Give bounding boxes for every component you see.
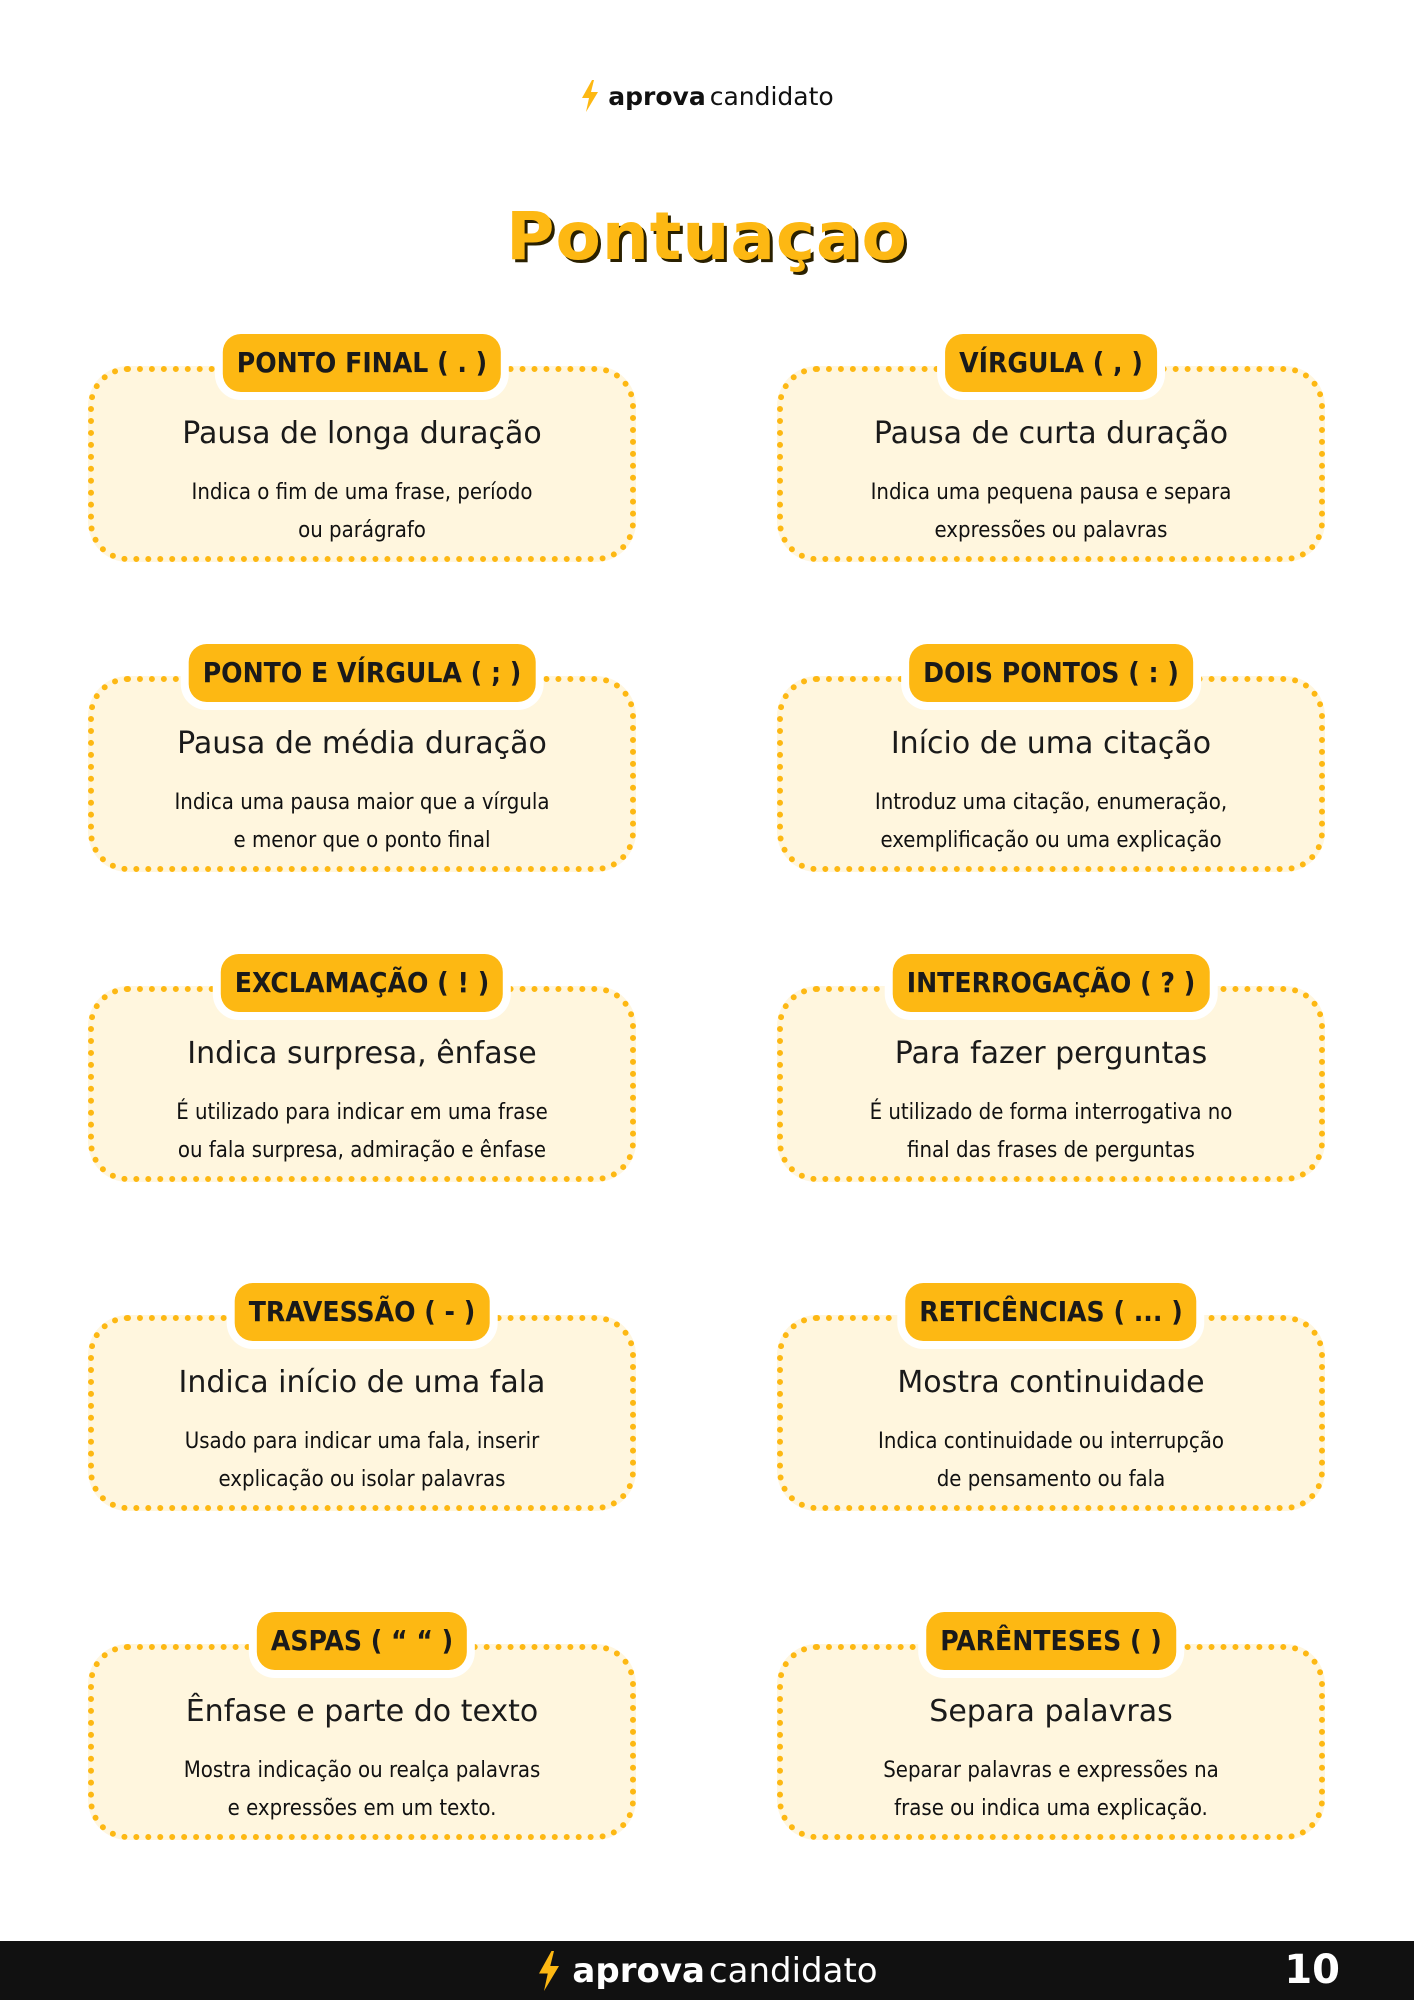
card-description: [807, 1094, 1295, 1170]
card-tag: TRAVESSÃO ( - ): [235, 1283, 490, 1341]
page-number: 10: [1284, 1947, 1340, 1993]
card-heading: Indica início de uma fala: [178, 1365, 546, 1400]
card-heading: Para fazer perguntas: [894, 1036, 1208, 1071]
card-description-line: ou parágrafo: [298, 518, 426, 543]
card-travessao: [88, 1283, 636, 1511]
card-description-line: expressões ou palavras: [934, 518, 1168, 543]
card-virgula: [777, 334, 1325, 562]
card-description: [807, 1752, 1295, 1828]
card-description: [118, 1094, 606, 1170]
card-tag: PARÊNTESES ( ): [926, 1612, 1176, 1670]
card-heading: Separa palavras: [929, 1694, 1173, 1729]
card-description-line: e expressões em um texto.: [227, 1796, 497, 1821]
card-description-line: É utilizado para indicar em uma frase: [176, 1100, 548, 1125]
lightning-bolt-icon: [580, 80, 600, 112]
card-description: [807, 1423, 1295, 1499]
card-description-line: final das frases de perguntas: [907, 1138, 1195, 1163]
card-description-line: Indica o fim de uma frase, período: [191, 480, 533, 505]
card-dois-pontos: [777, 644, 1325, 872]
card-heading: Pausa de longa duração: [182, 416, 542, 451]
header-logo: [0, 78, 1414, 114]
card-description: [118, 1423, 606, 1499]
card-heading: Mostra continuidade: [897, 1365, 1205, 1400]
card-description-line: e menor que o ponto final: [233, 828, 491, 853]
card-description-line: Separar palavras e expressões na: [883, 1758, 1219, 1783]
card-description-line: Introduz uma citação, enumeração,: [874, 790, 1228, 815]
card-heading: Pausa de média duração: [177, 726, 547, 761]
card-description-line: Mostra indicação ou realça palavras: [183, 1758, 541, 1783]
card-ponto-final: [88, 334, 636, 562]
card-description-line: frase ou indica uma explicação.: [894, 1796, 1208, 1821]
card-tag: VÍRGULA ( , ): [945, 334, 1157, 392]
brand-name-light: candidato: [709, 81, 834, 111]
card-description: [118, 784, 606, 860]
card-aspas: [88, 1612, 636, 1840]
card-heading: Ênfase e parte do texto: [185, 1694, 539, 1729]
card-description: [807, 784, 1295, 860]
card-tag: RETICÊNCIAS ( ... ): [905, 1283, 1196, 1341]
card-description-line: Usado para indicar uma fala, inserir: [184, 1429, 540, 1454]
card-tag: INTERROGAÇÃO ( ? ): [893, 954, 1210, 1012]
card-description: [807, 474, 1295, 550]
card-tag: PONTO FINAL ( . ): [223, 334, 501, 392]
brand-name-bold: aprova: [608, 81, 706, 111]
card-description-line: Indica uma pausa maior que a vírgula: [174, 790, 550, 815]
card-exclamacao: [88, 954, 636, 1182]
lightning-bolt-icon: [536, 1951, 562, 1991]
card-description-line: de pensamento ou fala: [936, 1467, 1166, 1492]
card-tag: DOIS PONTOS ( : ): [909, 644, 1193, 702]
card-description-line: explicação ou isolar palavras: [218, 1467, 506, 1492]
card-description-line: Indica continuidade ou interrupção: [878, 1429, 1224, 1454]
card-description-line: Indica uma pequena pausa e separa: [870, 480, 1232, 505]
card-description: [118, 474, 606, 550]
card-description: [118, 1752, 606, 1828]
card-description-line: ou fala surpresa, admiração e ênfase: [177, 1138, 547, 1163]
card-description-line: exemplificação ou uma explicação: [880, 828, 1222, 853]
card-tag: EXCLAMAÇÃO ( ! ): [221, 954, 503, 1012]
card-tag: PONTO E VÍRGULA ( ; ): [189, 644, 536, 702]
footer-logo: [0, 1941, 1414, 2000]
page-title: Pontuaçao: [506, 198, 908, 275]
card-heading: Indica surpresa, ênfase: [187, 1036, 537, 1071]
card-reticencias: [777, 1283, 1325, 1511]
card-heading: Pausa de curta duração: [873, 416, 1229, 451]
card-interrogacao: [777, 954, 1325, 1182]
card-description-line: É utilizado de forma interrogativa no: [869, 1100, 1233, 1125]
card-tag: ASPAS ( “ “ ): [257, 1612, 467, 1670]
footer-brand-light: candidato: [708, 1950, 878, 1991]
card-heading: Início de uma citação: [890, 726, 1212, 761]
footer-brand-bold: aprova: [572, 1950, 705, 1991]
card-parenteses: [777, 1612, 1325, 1840]
footer-bar: [0, 1941, 1414, 2000]
card-ponto-e-virgula: [88, 644, 636, 872]
